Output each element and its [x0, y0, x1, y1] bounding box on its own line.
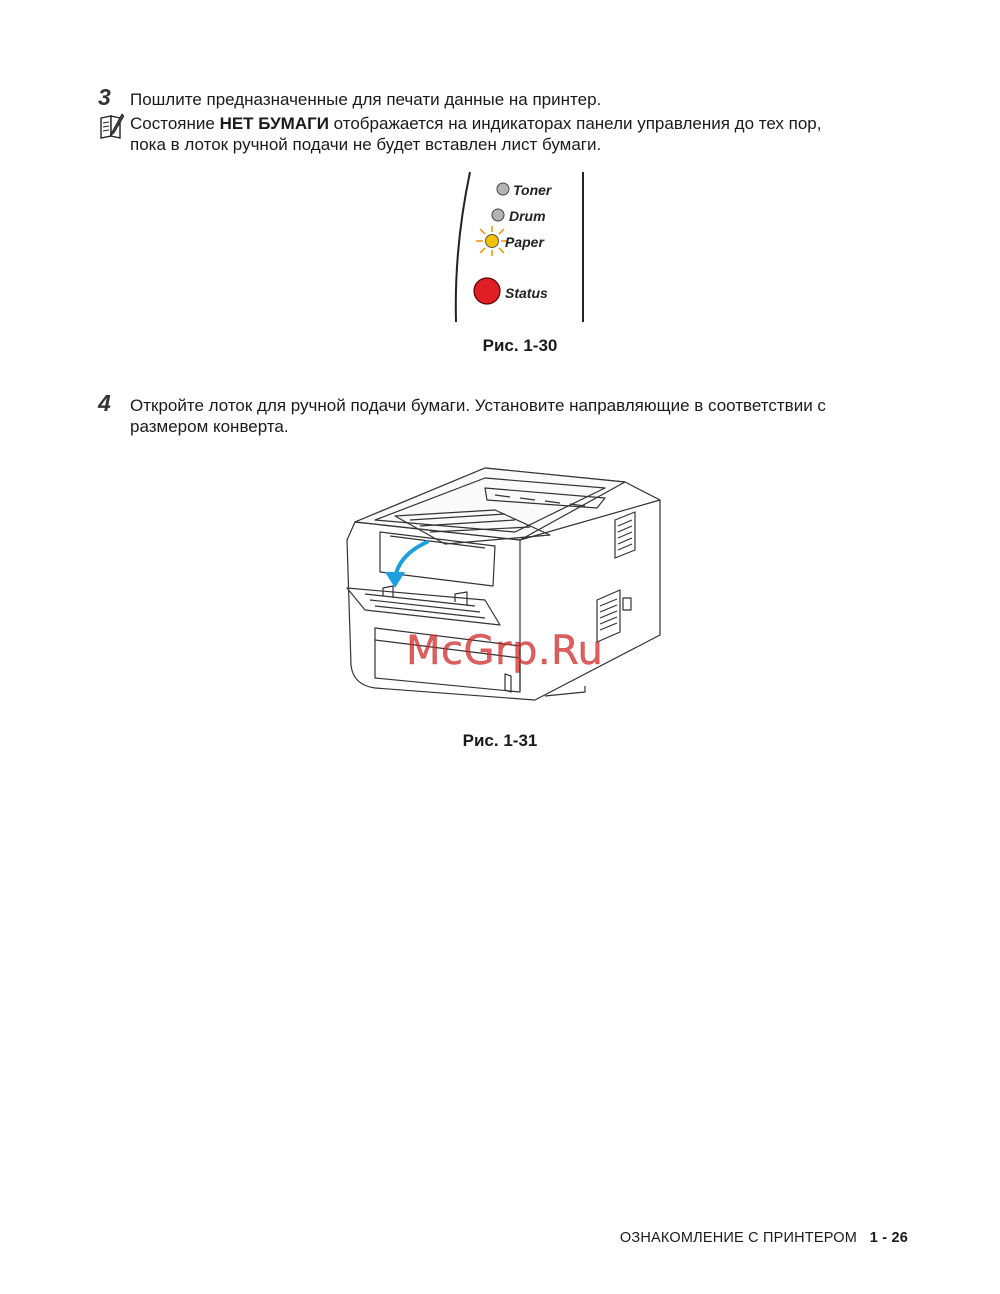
step-4-text-line-2: размером конверта.	[130, 417, 289, 436]
drum-label: Drum	[509, 208, 546, 224]
step-number-4: 4	[98, 390, 111, 416]
page-footer	[620, 1230, 908, 1246]
status-led-icon	[474, 278, 500, 304]
toner-label: Toner	[513, 182, 552, 198]
drum-led-icon	[492, 209, 504, 221]
toner-led-icon	[497, 183, 509, 195]
note-text-before: Состояние	[130, 114, 220, 133]
figure-caption-1-30: Рис. 1-30	[482, 336, 558, 355]
printer-illustration	[335, 460, 675, 720]
note-pencil-icon	[98, 112, 124, 142]
status-label: Status	[505, 285, 548, 301]
watermark-text: McGrp.Ru	[406, 628, 604, 674]
paper-led-blinking-icon	[476, 226, 508, 256]
paper-label: Paper	[505, 234, 544, 250]
note-text-after: отображается на индикаторах панели управления до тех пор,	[328, 114, 822, 133]
step-3-text: Пошлите предназначенные для печати данные на принтер.	[130, 90, 602, 109]
note-text-line-2: пока в лоток ручной подачи не будет вставлен лист бумаги.	[130, 135, 602, 154]
footer-section-title: ОЗНАКОМЛЕНИЕ С ПРИНТЕРОМ	[619, 1230, 858, 1246]
note-bold-status: НЕТ БУМАГИ	[219, 114, 329, 133]
step-number-3: 3	[98, 84, 111, 110]
step-4-text-line-1: Откройте лоток для ручной подачи бумаги. Установите направляющие в соответствии с	[130, 396, 826, 415]
note-text-line-1	[130, 113, 822, 134]
figure-caption-1-31: Рис. 1-31	[462, 731, 538, 750]
footer-page-number: 1 - 26	[869, 1230, 908, 1246]
